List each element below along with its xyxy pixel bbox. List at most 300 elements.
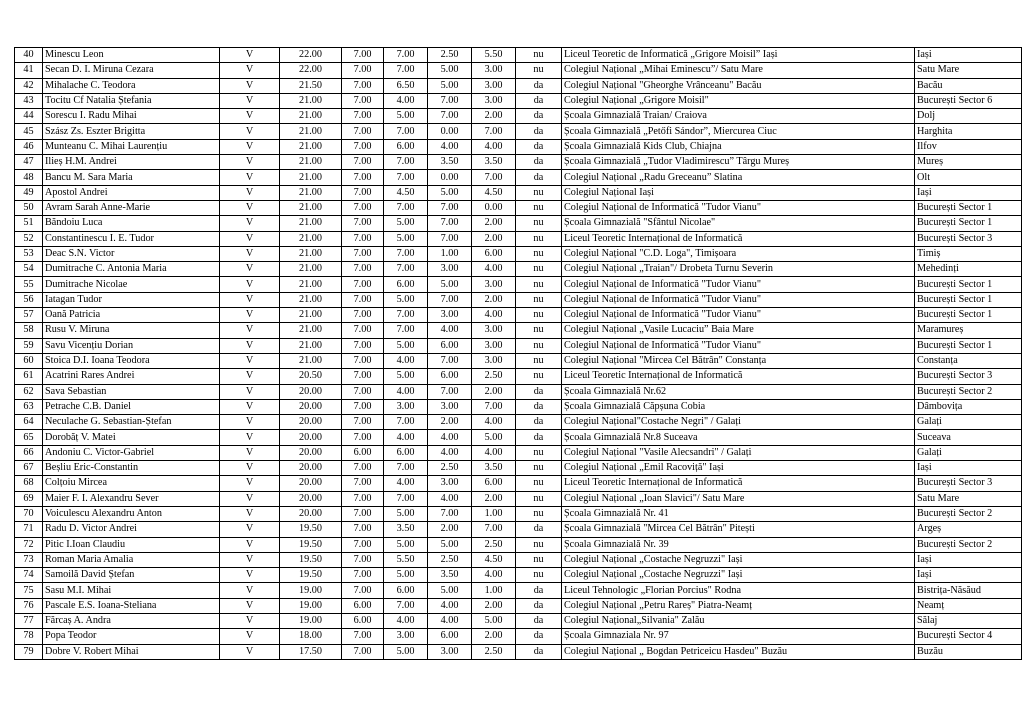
total-score-cell: 17.50 xyxy=(280,644,342,659)
total-score-cell: 18.00 xyxy=(280,629,342,644)
total-score-cell: 21.00 xyxy=(280,216,342,231)
flag-cell: nu xyxy=(516,200,562,215)
school-cell: Colegiul Național„Silvania" Zalău xyxy=(562,613,915,628)
county-cell: Iași xyxy=(915,552,1022,567)
school-cell: Colegiul Național „Costache Negruzzi" Iași xyxy=(562,568,915,583)
school-cell: Colegiul Național "Mircea Cel Bătrân" Constanța xyxy=(562,353,915,368)
total-score-cell: 19.00 xyxy=(280,598,342,613)
table-row xyxy=(15,384,1022,399)
school-cell: Colegiul Național "Gheorghe Vrânceanu" Bacău xyxy=(562,78,915,93)
total-score-cell: 19.50 xyxy=(280,552,342,567)
problem4-score-cell: 3.00 xyxy=(472,277,516,292)
problem1-score-cell: 7.00 xyxy=(342,522,384,537)
problem1-score-cell: 7.00 xyxy=(342,292,384,307)
flag-cell: nu xyxy=(516,63,562,78)
school-cell: Colegiul Național „ Bogdan Petriceicu Hasdeu" Buzău xyxy=(562,644,915,659)
school-cell: Școala Gimnazială Nr.62 xyxy=(562,384,915,399)
problem2-score-cell: 5.00 xyxy=(384,568,428,583)
row-number-cell: 54 xyxy=(15,262,43,277)
total-score-cell: 21.00 xyxy=(280,185,342,200)
problem3-score-cell: 2.50 xyxy=(428,48,472,63)
grade-cell: V xyxy=(220,292,280,307)
row-number-cell: 45 xyxy=(15,124,43,139)
county-cell: Olt xyxy=(915,170,1022,185)
problem2-score-cell: 4.00 xyxy=(384,93,428,108)
problem3-score-cell: 4.00 xyxy=(428,445,472,460)
total-score-cell: 21.00 xyxy=(280,109,342,124)
table-row xyxy=(15,216,1022,231)
problem3-score-cell: 2.50 xyxy=(428,552,472,567)
problem2-score-cell: 7.00 xyxy=(384,491,428,506)
county-cell: București Sector 1 xyxy=(915,277,1022,292)
county-cell: București Sector 2 xyxy=(915,537,1022,552)
student-name-cell: Bancu M. Sara Maria xyxy=(43,170,220,185)
problem1-score-cell: 7.00 xyxy=(342,506,384,521)
total-score-cell: 20.00 xyxy=(280,491,342,506)
student-name-cell: Mihalache C. Teodora xyxy=(43,78,220,93)
total-score-cell: 21.00 xyxy=(280,323,342,338)
table-row xyxy=(15,399,1022,414)
table-row xyxy=(15,139,1022,154)
county-cell: Suceava xyxy=(915,430,1022,445)
grade-cell: V xyxy=(220,93,280,108)
grade-cell: V xyxy=(220,461,280,476)
row-number-cell: 40 xyxy=(15,48,43,63)
row-number-cell: 63 xyxy=(15,399,43,414)
table-row xyxy=(15,537,1022,552)
student-name-cell: Dumitrache Nicolae xyxy=(43,277,220,292)
problem1-score-cell: 7.00 xyxy=(342,93,384,108)
problem3-score-cell: 7.00 xyxy=(428,231,472,246)
problem2-score-cell: 5.00 xyxy=(384,506,428,521)
school-cell: Colegiul Național „Emil Racoviță" Iași xyxy=(562,461,915,476)
table-row xyxy=(15,185,1022,200)
table-row xyxy=(15,613,1022,628)
problem2-score-cell: 6.00 xyxy=(384,445,428,460)
table-row xyxy=(15,369,1022,384)
grade-cell: V xyxy=(220,155,280,170)
row-number-cell: 75 xyxy=(15,583,43,598)
flag-cell: nu xyxy=(516,292,562,307)
problem1-score-cell: 7.00 xyxy=(342,644,384,659)
school-cell: Școala Gimnazială Nr. 41 xyxy=(562,506,915,521)
table-row xyxy=(15,323,1022,338)
problem2-score-cell: 4.50 xyxy=(384,185,428,200)
county-cell: Constanța xyxy=(915,353,1022,368)
row-number-cell: 55 xyxy=(15,277,43,292)
problem2-score-cell: 3.00 xyxy=(384,629,428,644)
row-number-cell: 59 xyxy=(15,338,43,353)
problem2-score-cell: 4.00 xyxy=(384,476,428,491)
problem3-score-cell: 2.00 xyxy=(428,415,472,430)
problem1-score-cell: 7.00 xyxy=(342,155,384,170)
table-row xyxy=(15,292,1022,307)
grade-cell: V xyxy=(220,170,280,185)
table-row xyxy=(15,445,1022,460)
row-number-cell: 52 xyxy=(15,231,43,246)
grade-cell: V xyxy=(220,369,280,384)
flag-cell: nu xyxy=(516,476,562,491)
grade-cell: V xyxy=(220,353,280,368)
problem2-score-cell: 7.00 xyxy=(384,262,428,277)
table-row xyxy=(15,522,1022,537)
grade-cell: V xyxy=(220,537,280,552)
problem4-score-cell: 3.00 xyxy=(472,323,516,338)
flag-cell: nu xyxy=(516,491,562,506)
total-score-cell: 21.00 xyxy=(280,338,342,353)
flag-cell: da xyxy=(516,629,562,644)
table-row xyxy=(15,63,1022,78)
table-row xyxy=(15,353,1022,368)
flag-cell: nu xyxy=(516,246,562,261)
table-row xyxy=(15,277,1022,292)
grade-cell: V xyxy=(220,246,280,261)
county-cell: Harghita xyxy=(915,124,1022,139)
problem3-score-cell: 5.00 xyxy=(428,185,472,200)
problem4-score-cell: 3.00 xyxy=(472,93,516,108)
total-score-cell: 21.00 xyxy=(280,353,342,368)
problem2-score-cell: 4.00 xyxy=(384,353,428,368)
school-cell: Colegiul Național „Radu Greceanu” Slatina xyxy=(562,170,915,185)
row-number-cell: 61 xyxy=(15,369,43,384)
grade-cell: V xyxy=(220,185,280,200)
problem3-score-cell: 7.00 xyxy=(428,292,472,307)
problem4-score-cell: 2.00 xyxy=(472,231,516,246)
row-number-cell: 68 xyxy=(15,476,43,491)
county-cell: Sălaj xyxy=(915,613,1022,628)
school-cell: Școala Gimnazială "Sfântul Nicolae" xyxy=(562,216,915,231)
grade-cell: V xyxy=(220,644,280,659)
flag-cell: da xyxy=(516,78,562,93)
county-cell: București Sector 6 xyxy=(915,93,1022,108)
table-row xyxy=(15,506,1022,521)
flag-cell: da xyxy=(516,170,562,185)
flag-cell: nu xyxy=(516,262,562,277)
school-cell: Colegiul Național „Ioan Slavici"/ Satu Mare xyxy=(562,491,915,506)
student-name-cell: Apostol Andrei xyxy=(43,185,220,200)
problem4-score-cell: 1.00 xyxy=(472,583,516,598)
student-name-cell: Fărcaș A. Andra xyxy=(43,613,220,628)
problem4-score-cell: 4.00 xyxy=(472,445,516,460)
grade-cell: V xyxy=(220,338,280,353)
row-number-cell: 50 xyxy=(15,200,43,215)
problem4-score-cell: 6.00 xyxy=(472,476,516,491)
county-cell: București Sector 2 xyxy=(915,506,1022,521)
grade-cell: V xyxy=(220,63,280,78)
grade-cell: V xyxy=(220,384,280,399)
problem2-score-cell: 5.00 xyxy=(384,216,428,231)
problem3-score-cell: 3.00 xyxy=(428,262,472,277)
student-name-cell: Sorescu I. Radu Mihai xyxy=(43,109,220,124)
student-name-cell: Dumitrache C. Antonia Maria xyxy=(43,262,220,277)
school-cell: Școala Gimnazială „Tudor Vladimirescu” Târgu Mureș xyxy=(562,155,915,170)
problem1-score-cell: 7.00 xyxy=(342,124,384,139)
student-name-cell: Băndoiu Luca xyxy=(43,216,220,231)
row-number-cell: 79 xyxy=(15,644,43,659)
school-cell: Colegiul Național „Grigore Moisil" xyxy=(562,93,915,108)
grade-cell: V xyxy=(220,613,280,628)
county-cell: Mehedinți xyxy=(915,262,1022,277)
problem3-score-cell: 5.00 xyxy=(428,277,472,292)
problem4-score-cell: 7.00 xyxy=(472,124,516,139)
total-score-cell: 21.00 xyxy=(280,155,342,170)
total-score-cell: 20.00 xyxy=(280,506,342,521)
county-cell: Neamț xyxy=(915,598,1022,613)
school-cell: Colegiul Național de Informatică "Tudor Vianu" xyxy=(562,338,915,353)
problem4-score-cell: 3.00 xyxy=(472,78,516,93)
problem4-score-cell: 4.00 xyxy=(472,139,516,154)
problem4-score-cell: 2.00 xyxy=(472,292,516,307)
student-name-cell: Dobre V. Robert Mihai xyxy=(43,644,220,659)
table-row xyxy=(15,598,1022,613)
grade-cell: V xyxy=(220,568,280,583)
problem2-score-cell: 7.00 xyxy=(384,415,428,430)
problem1-score-cell: 7.00 xyxy=(342,338,384,353)
problem1-score-cell: 7.00 xyxy=(342,78,384,93)
table-row xyxy=(15,246,1022,261)
problem1-score-cell: 7.00 xyxy=(342,629,384,644)
school-cell: Școala Gimnazială Căpșuna Cobia xyxy=(562,399,915,414)
student-name-cell: Secan D. I. Miruna Cezara xyxy=(43,63,220,78)
total-score-cell: 22.00 xyxy=(280,63,342,78)
total-score-cell: 21.00 xyxy=(280,308,342,323)
table-row xyxy=(15,200,1022,215)
problem4-score-cell: 6.00 xyxy=(472,246,516,261)
problem4-score-cell: 1.00 xyxy=(472,506,516,521)
problem2-score-cell: 4.00 xyxy=(384,613,428,628)
problem4-score-cell: 2.00 xyxy=(472,598,516,613)
flag-cell: da xyxy=(516,124,562,139)
total-score-cell: 19.00 xyxy=(280,613,342,628)
grade-cell: V xyxy=(220,476,280,491)
student-name-cell: Szász Zs. Eszter Brigitta xyxy=(43,124,220,139)
total-score-cell: 20.00 xyxy=(280,445,342,460)
problem3-score-cell: 3.50 xyxy=(428,568,472,583)
flag-cell: da xyxy=(516,139,562,154)
table-row xyxy=(15,629,1022,644)
table-row xyxy=(15,308,1022,323)
problem1-score-cell: 7.00 xyxy=(342,308,384,323)
flag-cell: da xyxy=(516,644,562,659)
school-cell: Colegiul Național „Petru Rareș" Piatra-Neamț xyxy=(562,598,915,613)
table-row xyxy=(15,262,1022,277)
problem1-score-cell: 7.00 xyxy=(342,109,384,124)
problem4-score-cell: 3.50 xyxy=(472,155,516,170)
flag-cell: nu xyxy=(516,277,562,292)
results-table xyxy=(14,47,1022,660)
grade-cell: V xyxy=(220,124,280,139)
problem1-score-cell: 7.00 xyxy=(342,430,384,445)
problem3-score-cell: 7.00 xyxy=(428,200,472,215)
row-number-cell: 67 xyxy=(15,461,43,476)
flag-cell: da xyxy=(516,430,562,445)
problem2-score-cell: 7.00 xyxy=(384,124,428,139)
grade-cell: V xyxy=(220,78,280,93)
county-cell: Bacău xyxy=(915,78,1022,93)
student-name-cell: Colțoiu Mircea xyxy=(43,476,220,491)
flag-cell: nu xyxy=(516,369,562,384)
problem3-score-cell: 7.00 xyxy=(428,384,472,399)
total-score-cell: 20.00 xyxy=(280,476,342,491)
flag-cell: da xyxy=(516,598,562,613)
problem2-score-cell: 6.50 xyxy=(384,78,428,93)
problem4-score-cell: 4.00 xyxy=(472,415,516,430)
row-number-cell: 72 xyxy=(15,537,43,552)
total-score-cell: 19.50 xyxy=(280,568,342,583)
problem4-score-cell: 4.00 xyxy=(472,262,516,277)
flag-cell: da xyxy=(516,522,562,537)
flag-cell: nu xyxy=(516,568,562,583)
county-cell: București Sector 1 xyxy=(915,338,1022,353)
problem2-score-cell: 5.00 xyxy=(384,369,428,384)
problem1-score-cell: 7.00 xyxy=(342,262,384,277)
grade-cell: V xyxy=(220,583,280,598)
county-cell: Bistrița-Năsăud xyxy=(915,583,1022,598)
problem3-score-cell: 4.00 xyxy=(428,613,472,628)
problem3-score-cell: 2.00 xyxy=(428,522,472,537)
problem4-score-cell: 4.00 xyxy=(472,308,516,323)
grade-cell: V xyxy=(220,415,280,430)
problem1-score-cell: 7.00 xyxy=(342,537,384,552)
student-name-cell: Roman Maria Amalia xyxy=(43,552,220,567)
problem1-score-cell: 7.00 xyxy=(342,399,384,414)
county-cell: Iași xyxy=(915,185,1022,200)
student-name-cell: Minescu Leon xyxy=(43,48,220,63)
problem3-score-cell: 3.00 xyxy=(428,399,472,414)
flag-cell: nu xyxy=(516,231,562,246)
problem3-score-cell: 4.00 xyxy=(428,430,472,445)
problem2-score-cell: 5.50 xyxy=(384,552,428,567)
student-name-cell: Oană Patricia xyxy=(43,308,220,323)
grade-cell: V xyxy=(220,629,280,644)
problem1-score-cell: 7.00 xyxy=(342,491,384,506)
county-cell: Dolj xyxy=(915,109,1022,124)
problem3-score-cell: 7.00 xyxy=(428,506,472,521)
problem3-score-cell: 5.00 xyxy=(428,63,472,78)
school-cell: Școala Gimnazială Nr.8 Suceava xyxy=(562,430,915,445)
row-number-cell: 42 xyxy=(15,78,43,93)
grade-cell: V xyxy=(220,308,280,323)
total-score-cell: 21.00 xyxy=(280,292,342,307)
problem4-score-cell: 5.00 xyxy=(472,613,516,628)
school-cell: Școala Gimnazială Kids Club, Chiajna xyxy=(562,139,915,154)
total-score-cell: 20.50 xyxy=(280,369,342,384)
flag-cell: da xyxy=(516,384,562,399)
row-number-cell: 56 xyxy=(15,292,43,307)
county-cell: Dâmbovița xyxy=(915,399,1022,414)
row-number-cell: 66 xyxy=(15,445,43,460)
problem2-score-cell: 6.00 xyxy=(384,277,428,292)
row-number-cell: 73 xyxy=(15,552,43,567)
problem4-score-cell: 2.00 xyxy=(472,629,516,644)
total-score-cell: 19.50 xyxy=(280,537,342,552)
table-row xyxy=(15,170,1022,185)
problem1-score-cell: 7.00 xyxy=(342,583,384,598)
problem1-score-cell: 7.00 xyxy=(342,63,384,78)
county-cell: Iași xyxy=(915,461,1022,476)
table-row xyxy=(15,124,1022,139)
row-number-cell: 65 xyxy=(15,430,43,445)
table-row xyxy=(15,430,1022,445)
problem4-score-cell: 2.50 xyxy=(472,537,516,552)
school-cell: Liceul Teoretic Internațional de Informatică xyxy=(562,369,915,384)
problem1-score-cell: 7.00 xyxy=(342,461,384,476)
problem4-score-cell: 3.50 xyxy=(472,461,516,476)
problem2-score-cell: 5.00 xyxy=(384,231,428,246)
county-cell: Galați xyxy=(915,445,1022,460)
county-cell: București Sector 3 xyxy=(915,476,1022,491)
grade-cell: V xyxy=(220,231,280,246)
total-score-cell: 21.00 xyxy=(280,262,342,277)
row-number-cell: 46 xyxy=(15,139,43,154)
problem2-score-cell: 4.00 xyxy=(384,430,428,445)
student-name-cell: Iatagan Tudor xyxy=(43,292,220,307)
flag-cell: nu xyxy=(516,308,562,323)
row-number-cell: 69 xyxy=(15,491,43,506)
flag-cell: nu xyxy=(516,338,562,353)
problem2-score-cell: 7.00 xyxy=(384,63,428,78)
problem2-score-cell: 3.50 xyxy=(384,522,428,537)
table-row xyxy=(15,476,1022,491)
flag-cell: nu xyxy=(516,506,562,521)
grade-cell: V xyxy=(220,598,280,613)
grade-cell: V xyxy=(220,552,280,567)
student-name-cell: Voiculescu Alexandru Anton xyxy=(43,506,220,521)
problem2-score-cell: 7.00 xyxy=(384,48,428,63)
flag-cell: nu xyxy=(516,48,562,63)
grade-cell: V xyxy=(220,200,280,215)
row-number-cell: 58 xyxy=(15,323,43,338)
problem3-score-cell: 4.00 xyxy=(428,323,472,338)
problem4-score-cell: 7.00 xyxy=(472,170,516,185)
row-number-cell: 77 xyxy=(15,613,43,628)
problem1-score-cell: 7.00 xyxy=(342,246,384,261)
problem2-score-cell: 7.00 xyxy=(384,461,428,476)
problem3-score-cell: 0.00 xyxy=(428,170,472,185)
row-number-cell: 44 xyxy=(15,109,43,124)
county-cell: București Sector 3 xyxy=(915,369,1022,384)
problem3-score-cell: 5.00 xyxy=(428,583,472,598)
flag-cell: nu xyxy=(516,323,562,338)
school-cell: Colegiul Național „Mihai Eminescu”/ Satu Mare xyxy=(562,63,915,78)
grade-cell: V xyxy=(220,216,280,231)
county-cell: București Sector 4 xyxy=(915,629,1022,644)
flag-cell: nu xyxy=(516,185,562,200)
county-cell: Galați xyxy=(915,415,1022,430)
flag-cell: da xyxy=(516,415,562,430)
flag-cell: da xyxy=(516,109,562,124)
student-name-cell: Stoica D.I. Ioana Teodora xyxy=(43,353,220,368)
problem3-score-cell: 6.00 xyxy=(428,338,472,353)
county-cell: București Sector 1 xyxy=(915,308,1022,323)
student-name-cell: Beșliu Eric-Constantin xyxy=(43,461,220,476)
student-name-cell: Ilieș H.M. Andrei xyxy=(43,155,220,170)
table-row xyxy=(15,491,1022,506)
problem1-score-cell: 7.00 xyxy=(342,231,384,246)
school-cell: Liceul Teoretic Internațional de Informatică xyxy=(562,231,915,246)
table-row xyxy=(15,93,1022,108)
problem4-score-cell: 5.00 xyxy=(472,430,516,445)
grade-cell: V xyxy=(220,277,280,292)
row-number-cell: 47 xyxy=(15,155,43,170)
problem4-score-cell: 0.00 xyxy=(472,200,516,215)
problem3-score-cell: 1.00 xyxy=(428,246,472,261)
row-number-cell: 78 xyxy=(15,629,43,644)
grade-cell: V xyxy=(220,323,280,338)
row-number-cell: 57 xyxy=(15,308,43,323)
table-row xyxy=(15,109,1022,124)
problem2-score-cell: 5.00 xyxy=(384,644,428,659)
